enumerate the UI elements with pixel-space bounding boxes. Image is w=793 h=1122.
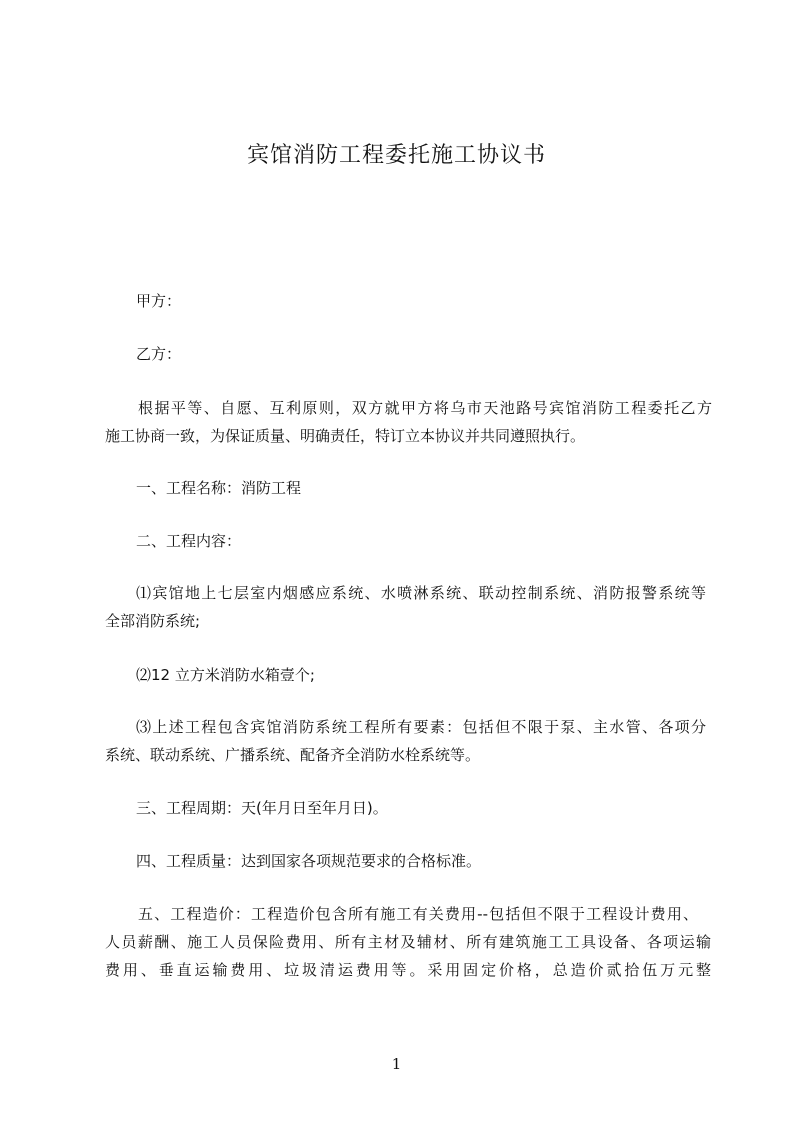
- content-item-1-line-1: ⑴宾馆地上七层室内烟感应系统、水喷淋系统、联动控制系统、消防报警系统等: [136, 584, 706, 602]
- content-item-1-line-2: 全部消防系统;: [105, 612, 201, 630]
- section-5-line-3: 费用、垂直运输费用、垃圾清运费用等。采用固定价格，总造价贰拾伍万元整: [105, 961, 711, 979]
- content-item-3-line-1: ⑶上述工程包含宾馆消防系统工程所有要素：包括但不限于泵、主水管、各项分: [136, 718, 706, 736]
- content-item-2: ⑵12 立方米消防水箱壹个;: [136, 666, 315, 684]
- section-2-project-content: 二、工程内容：: [136, 532, 242, 550]
- section-4-project-quality: 四、工程质量：达到国家各项规范要求的合格标准。: [136, 852, 482, 870]
- section-5-line-2: 人员薪酬、施工人员保险费用、所有主材及辅材、所有建筑施工工具设备、各项运输: [105, 933, 711, 951]
- intro-line-2: 施工协商一致，为保证质量、明确责任，特订立本协议并共同遵照执行。: [105, 427, 586, 445]
- section-3-project-period: 三、工程周期：天(年月日至年月日)。: [136, 799, 388, 817]
- section-5-line-1: 五、工程造价：工程造价包含所有施工有关费用--包括但不限于工程设计费用、: [138, 905, 698, 923]
- intro-line-1: 根据平等、自愿、互利原则，双方就甲方将乌市天池路号宾馆消防工程委托乙方: [138, 399, 712, 417]
- section-1-project-name: 一、工程名称：消防工程: [136, 479, 302, 497]
- party-b-label: 乙方：: [136, 345, 182, 363]
- content-item-3-line-2: 系统、联动系统、广播系统、配备齐全消防水栓系统等。: [105, 746, 481, 764]
- party-a-label: 甲方：: [136, 292, 182, 310]
- page-title: 宾馆消防工程委托施工协议书: [246, 143, 546, 168]
- page-number: 1: [391, 1055, 402, 1073]
